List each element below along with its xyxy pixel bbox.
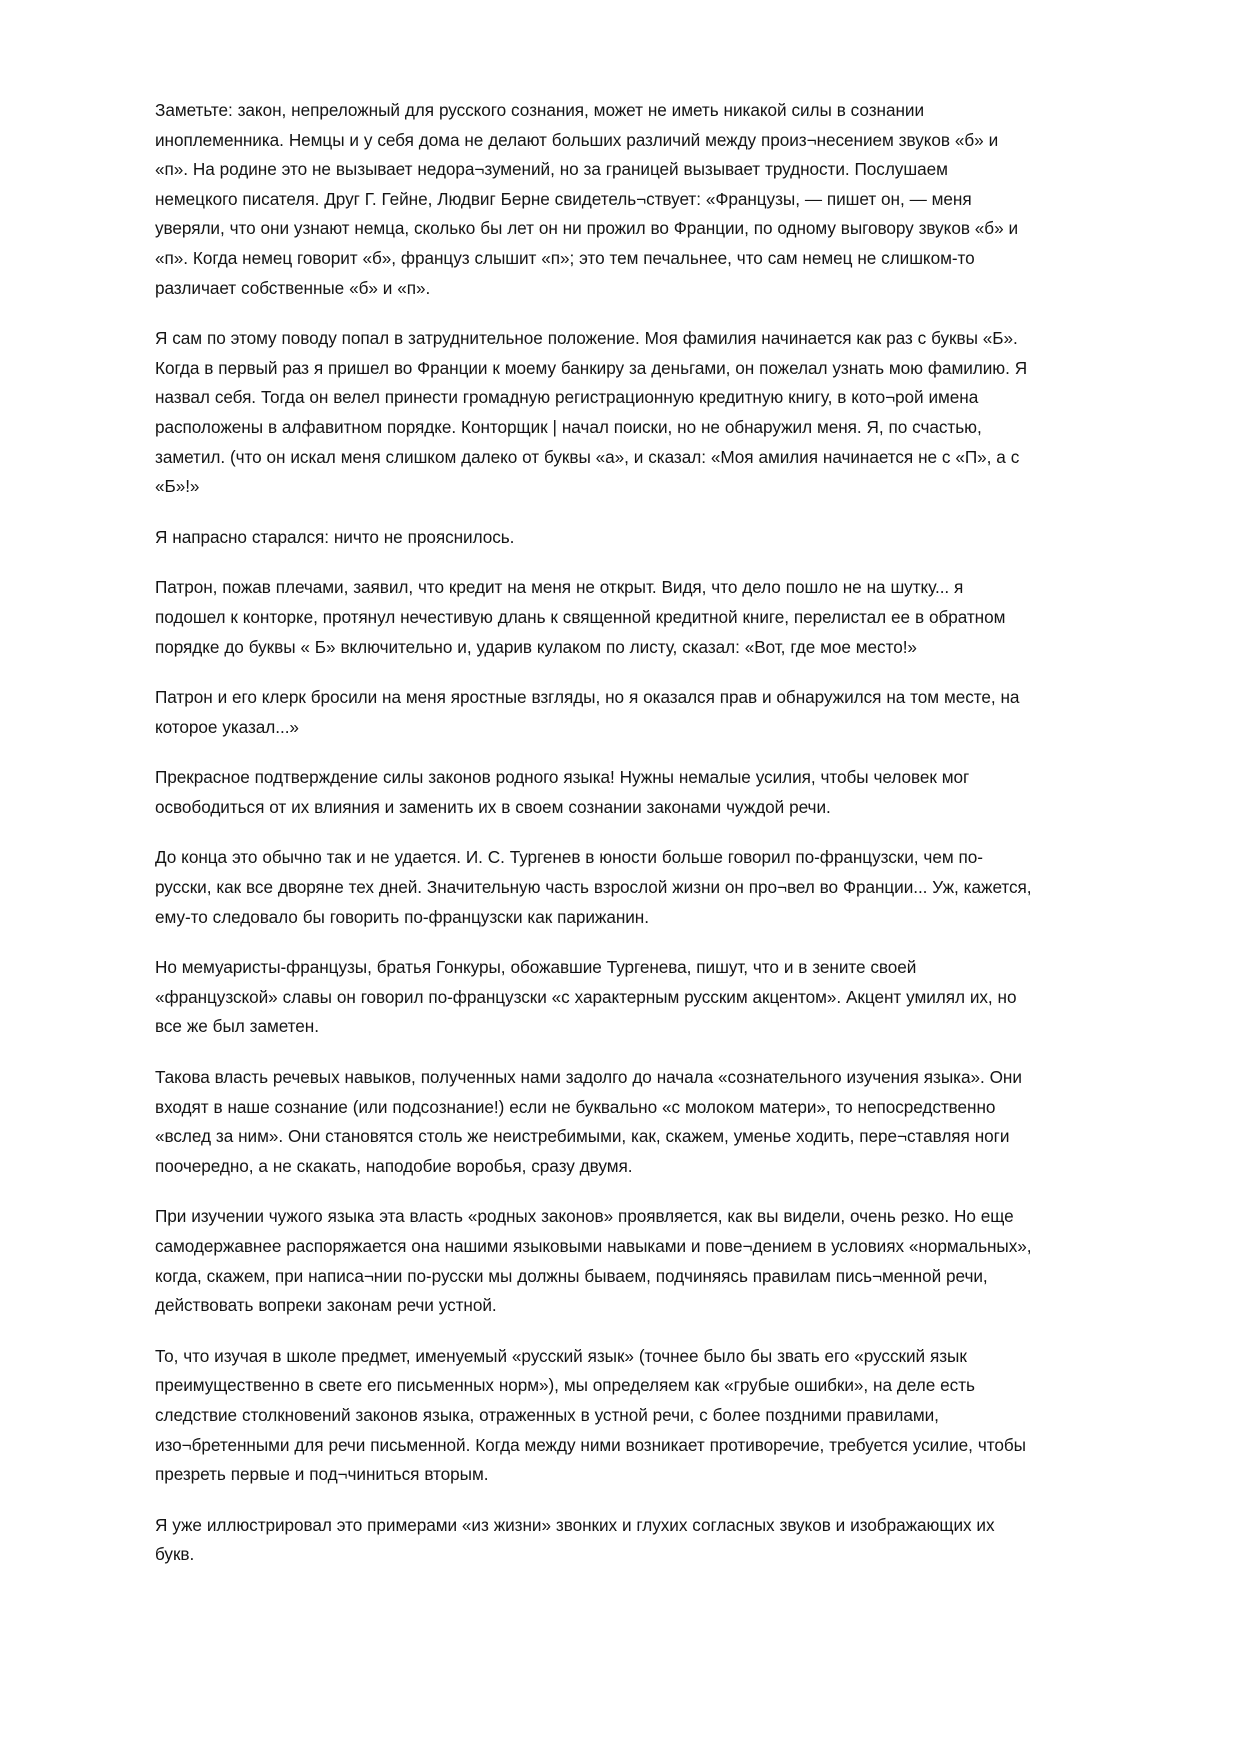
- paragraph: Я сам по этому поводу попал в затруднительное положение. Моя фамилия начинается как раз с буквы «Б». Когда в первый раз я пришел во Франции к моему банкиру за деньгами, он пожелал узнать мою фамилию. Я назвал себя. Тогда он велел принести громадную регистрационную кредитную книгу, в кото¬рой имена расположены в алфавитном порядке. Конторщик | начал поиски, но не обнаружил меня. Я, по счастью, заметил. (что он искал меня слишком далеко от буквы «а», и сказал: «Моя амилия начинается не с «П», а с «Б»!»: [155, 328, 1033, 497]
- document-text-column: [155, 96, 1035, 1570]
- paragraph: Я уже иллюстрировал это примерами «из жизни» звонких и глухих согласных звуков и изображающих их букв.: [155, 1514, 1000, 1565]
- paragraph: Я напрасно старался: ничто не прояснилось.: [155, 526, 515, 547]
- paragraph: До конца это обычно так и не удается. И. С. Тургенев в юности больше говорил по-французски, чем по-русски, как все дворяне тех дней. Значительную часть взрослой жизни он про¬вел во Франции... Уж, кажется, ему-то следовало бы говорить по-французски как парижанин.: [155, 847, 1037, 927]
- paragraph: Патрон и его клерк бросили на меня яростные взгляды, но я оказался прав и обнаружился на том месте, на которое указал...»: [155, 687, 1025, 737]
- paragraph: Прекрасное подтверждение силы законов родного языка! Нужны немалые усилия, чтобы человек мог освободиться от их влияния и заменить их в своем сознании законами чуждой речи.: [155, 767, 975, 817]
- paragraph: Заметьте: закон, непреложный для русского сознания, может не иметь никакой силы в сознании иноплеменника. Немцы и у себя дома не делают больших различий между произ¬несением звуков «б» и «п». На родине это не вызывает недора¬зумений, но за границей вызывает трудности. Послушаем немецкого писателя. Друг Г. Гейне, Людвиг Берне свидетель¬ствует: «Французы, — пишет он, — меня уверяли, что они узнают немца, сколько бы лет он ни прожил во Франции, по одному выговору звуков «б» и «п». Когда немец говорит «б», француз слышит «п»; это тем печальнее, что сам немец не слишком-то различает собственные «б» и «п».: [155, 100, 1023, 298]
- paragraph: Патрон, пожав плечами, заявил, что кредит на меня не открыт. Видя, что дело пошло не на шутку... я подошел к конторке, протянул нечестивую длань к священной кредитной книге, перелистал ее в обратном порядке до буквы « Б» включительно и, ударив кулаком по листу, сказал: «Вот, где мое место!»: [155, 577, 1011, 657]
- paragraph: При изучении чужого языка эта власть «родных законов» проявляется, как вы видели, очень резко. Но еще самодержавнее распоряжается она нашими языковыми навыками и пове¬дением в условиях «нормальных», когда, скажем, при написа¬нии по-русски мы должны бываем, подчиняясь правилам пись¬менной речи, действовать вопреки законам речи устной.: [155, 1206, 1037, 1316]
- paragraph: Но мемуаристы-французы, братья Гонкуры, обожавшие Тургенева, пишут, что и в зените своей «французской» славы он говорил по-французски «с характерным русским акцентом». Акцент умилял их, но все же был заметен.: [155, 957, 1022, 1037]
- paragraph: То, что изучая в школе предмет, именуемый «русский язык» (точнее было бы звать его «русский язык преимущественно в свете его письменных норм»), мы определяем как «грубые ошибки», на деле есть следствие столкновений законов языка, отраженных в устной речи, с более поздними правилами, изо¬бретенными для речи письменной. Когда между ними возникает противоречие, требуется усилие, чтобы презреть первые и под¬чиниться вторым.: [155, 1345, 1031, 1485]
- paragraph: Такова власть речевых навыков, полученных нами задолго до начала «сознательного изучения языка». Они входят в наше сознание (или подсознание!) если не буквально «с молоком матери», то непосредственно «вслед за ним». Они становятся столь же неистребимыми, как, скажем, уменье ходить, пере¬ставляя ноги поочередно, а не скакать, наподобие воробья, сразу двумя.: [155, 1067, 1027, 1176]
